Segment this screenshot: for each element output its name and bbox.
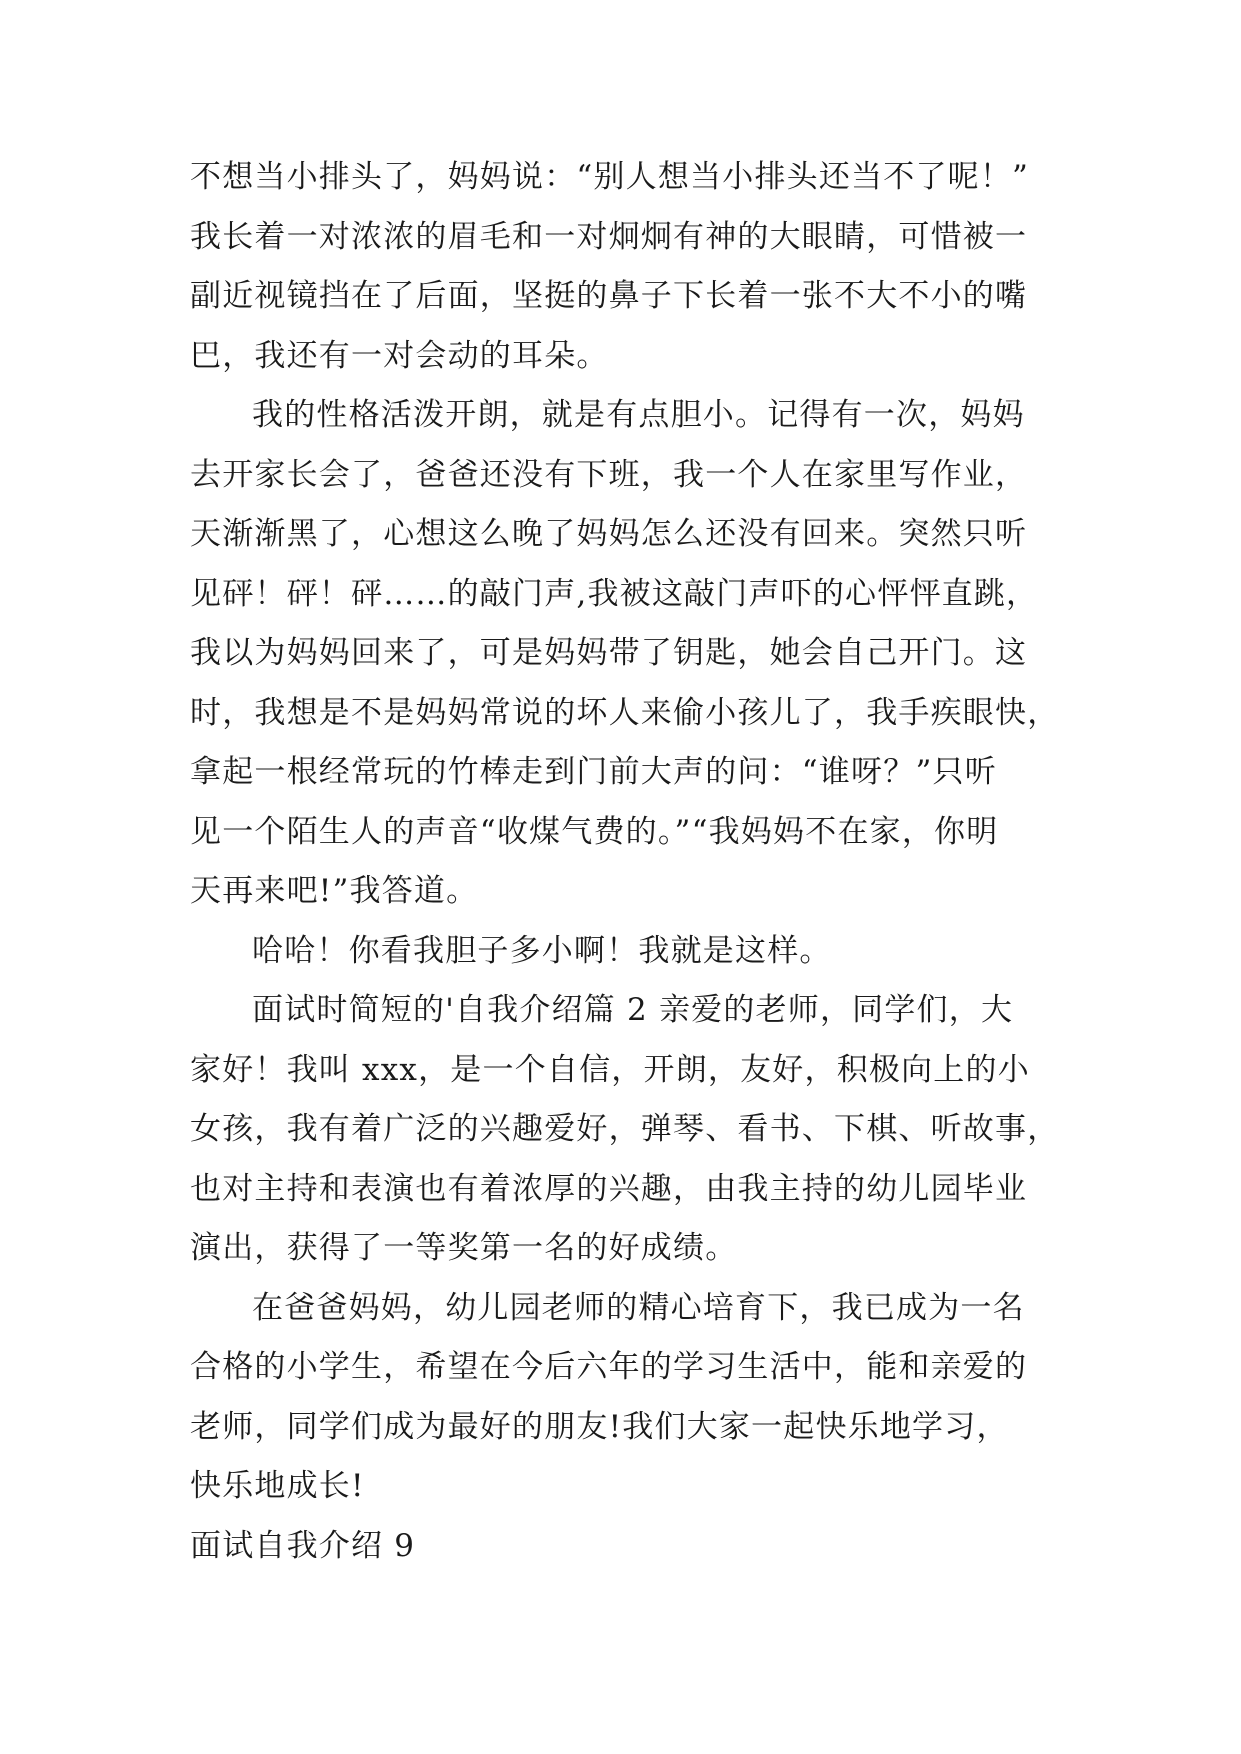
text-line: 不想当小排头了，妈妈说：“别人想当小排头还当不了呢！” [190,159,1030,195]
text-line: 演出，获得了一等奖第一名的好成绩。 [190,1230,738,1266]
text-line: 见砰！砰！砰……的敲门声,我被这敲门声吓的心怦怦直跳， [190,575,1039,612]
text-line: 我长着一对浓浓的眉毛和一对炯炯有神的大眼睛，可惜被一 [190,218,1028,255]
text-line: 老师，同学们成为最好的朋友!我们大家一起快乐地学习， [190,1408,1009,1445]
text-line: 时，我想是不是妈妈常说的坏人来偷小孩儿了，我手疾眼快， [190,694,1060,731]
text-line: 家好！我叫 xxx，是一个自信，开朗，友好，积极向上的小 [190,1051,1030,1088]
text-line: 女孩，我有着广泛的兴趣爱好，弹琴、看书、下棋、听故事， [190,1111,1060,1147]
text-line: 天渐渐黑了，心想这么晚了妈妈怎么还没有回来。突然只听 [190,516,1028,552]
document-body [190,148,1060,1576]
text-line: 天再来吧!”我答道。 [190,873,479,909]
section-heading: 面试自我介绍 9 [190,1527,416,1564]
text-line: 快乐地成长! [190,1468,365,1504]
text-line: 巴，我还有一对会动的耳朵。 [190,337,609,374]
paragraph-start-line: 在爸爸妈妈，幼儿园老师的精心培育下，我已成为一名 [252,1289,1025,1326]
text-line: 副近视镜挡在了后面，坚挺的鼻子下长着一张不大不小的嘴 [190,278,1028,314]
text-line: 见一个陌生人的声音“收煤气费的。”“我妈妈不在家，你明 [190,813,999,850]
paragraph-start-line: 我的性格活泼开朗，就是有点胆小。记得有一次，妈妈 [252,397,1025,433]
text-line: 拿起一根经常玩的竹棒走到门前大声的问：“谁呀？”只听 [190,754,997,790]
text-line: 去开家长会了，爸爸还没有下班，我一个人在家里写作业， [190,456,1028,493]
text-line: 也对主持和表演也有着浓厚的兴趣，由我主持的幼儿园毕业 [190,1170,1028,1207]
text-line: 合格的小学生，希望在今后六年的学习生活中，能和亲爱的 [190,1349,1028,1385]
text-line: 我以为妈妈回来了，可是妈妈带了钥匙，她会自己开门。这 [190,635,1028,671]
paragraph-start-line: 哈哈！你看我胆子多小啊！我就是这样。 [252,932,832,969]
paragraph-start-line: 面试时简短的'自我介绍篇 2 亲爱的老师，同学们，大 [252,992,1014,1028]
